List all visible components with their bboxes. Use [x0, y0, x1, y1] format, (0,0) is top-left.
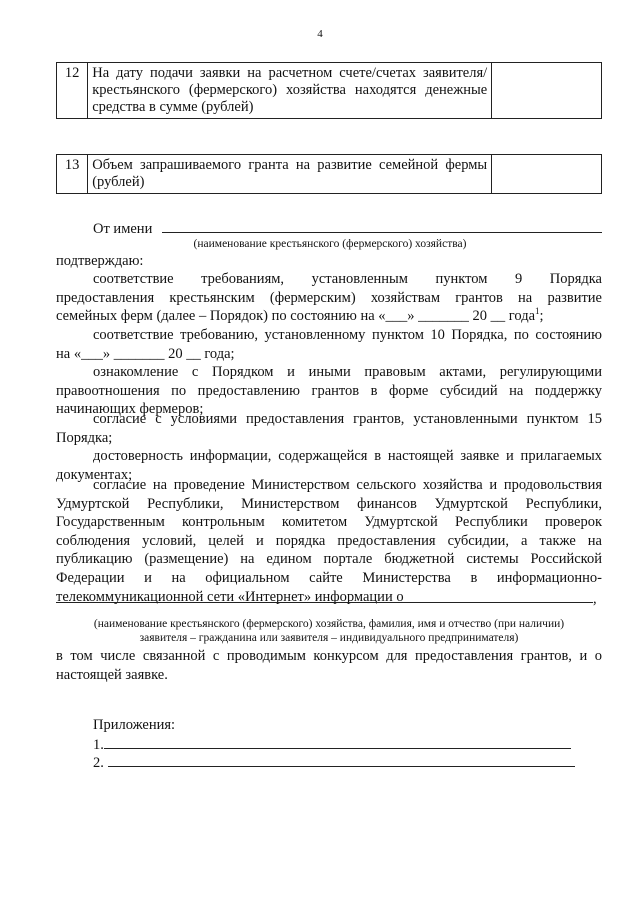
- info-caption: [56, 617, 602, 645]
- on-behalf-label: От имени: [93, 221, 153, 237]
- farm-name-field[interactable]: [162, 220, 602, 233]
- paragraph-related: в том числе связанной с проводимым конкурсом для предоставления грантов, и о настоящей заявке.: [56, 648, 602, 683]
- page-number: 4: [317, 28, 323, 40]
- footnote-mark: 1: [535, 306, 540, 317]
- attachment-field[interactable]: [108, 753, 575, 767]
- paragraph-requirement-10: [56, 326, 602, 363]
- attachment-item: [93, 753, 639, 772]
- row-description: На дату подачи заявки на расчетном счете/счетах заявителя/крестьянского (фермерского) хозяйства находятся денежные средства в сумме (рублей): [88, 63, 492, 119]
- paragraph-line: соответствие требованиям, установленным пунктом 9 Порядка: [93, 271, 602, 287]
- paragraph-reliability: достоверность информации, содержащейся в настоящей заявке и прилагаемых документах;: [56, 448, 602, 483]
- row-value-cell[interactable]: [492, 155, 602, 194]
- paragraph-acquaintance: ознакомление с Порядком и иными правовым актами, регулирующими правоотношения по предоставлению грантов в форме субсидий на поддержку начинающих фермеров;: [56, 364, 602, 418]
- paragraph-line: предоставления крестьянским (фермерским) хозяйствам грантов на развитие: [56, 289, 602, 306]
- attachments-title: Приложения:: [93, 717, 176, 733]
- info-field[interactable]: [56, 588, 593, 603]
- confirm-label: подтверждаю:: [56, 253, 144, 269]
- paragraph-consent: согласие на проведение Министерством сельского хозяйства и продовольствия Удмуртской Республики, Министерством финансов Удмуртской Республики, Государственным контрольным комитетом Удмуртской Республики проверок соблюдения условий, целей и порядка предоставления субсидии, а также на публикацию (размещение) на едином портале бюджетной системы Российской Федерации и на официальном сайте Министерства в информационно-телекоммуникационной сети «Интернет» информации о: [56, 477, 602, 605]
- paragraph-end: ;: [539, 308, 544, 325]
- info-line: [56, 588, 602, 608]
- table-row-12: [56, 62, 602, 119]
- attachment-number: 2.: [93, 755, 104, 771]
- row-number: 12: [57, 63, 88, 119]
- info-comma: ,: [593, 591, 597, 607]
- caption-line: заявителя – гражданина или заявителя – индивидуального предпринимателя): [139, 632, 519, 644]
- paragraph-line: соответствие требованию, установленному пунктом 10 Порядка, по состоянию: [93, 327, 602, 343]
- on-behalf-caption: (наименование крестьянского (фермерского) хозяйства): [193, 238, 467, 250]
- paragraph-requirements: [56, 270, 602, 326]
- row-description: Объем запрашиваемого гранта на развитие семейной фермы (рублей): [88, 155, 492, 194]
- paragraph-text: семейных ферм (далее – Порядок) по состоянию на «___» _______ 20 __ года: [56, 308, 536, 325]
- attachment-field[interactable]: [104, 735, 571, 749]
- paragraph-grant-conditions: согласие с условиями предоставления грантов, установленными пунктом 15 Порядка;: [56, 411, 602, 446]
- on-behalf-line: [56, 220, 602, 238]
- paragraph-line: на «___» _______ 20 __ года;: [56, 345, 235, 362]
- attachment-number: 1.: [93, 737, 104, 753]
- caption-line: (наименование крестьянского (фермерского) хозяйства, фамилия, имя и отчество (при наличии): [93, 618, 565, 630]
- table-row-13: [56, 154, 602, 194]
- row-number: 13: [57, 155, 88, 194]
- row-value-cell[interactable]: [492, 63, 602, 119]
- attachment-item: [93, 735, 639, 754]
- paragraph-line: [56, 307, 602, 326]
